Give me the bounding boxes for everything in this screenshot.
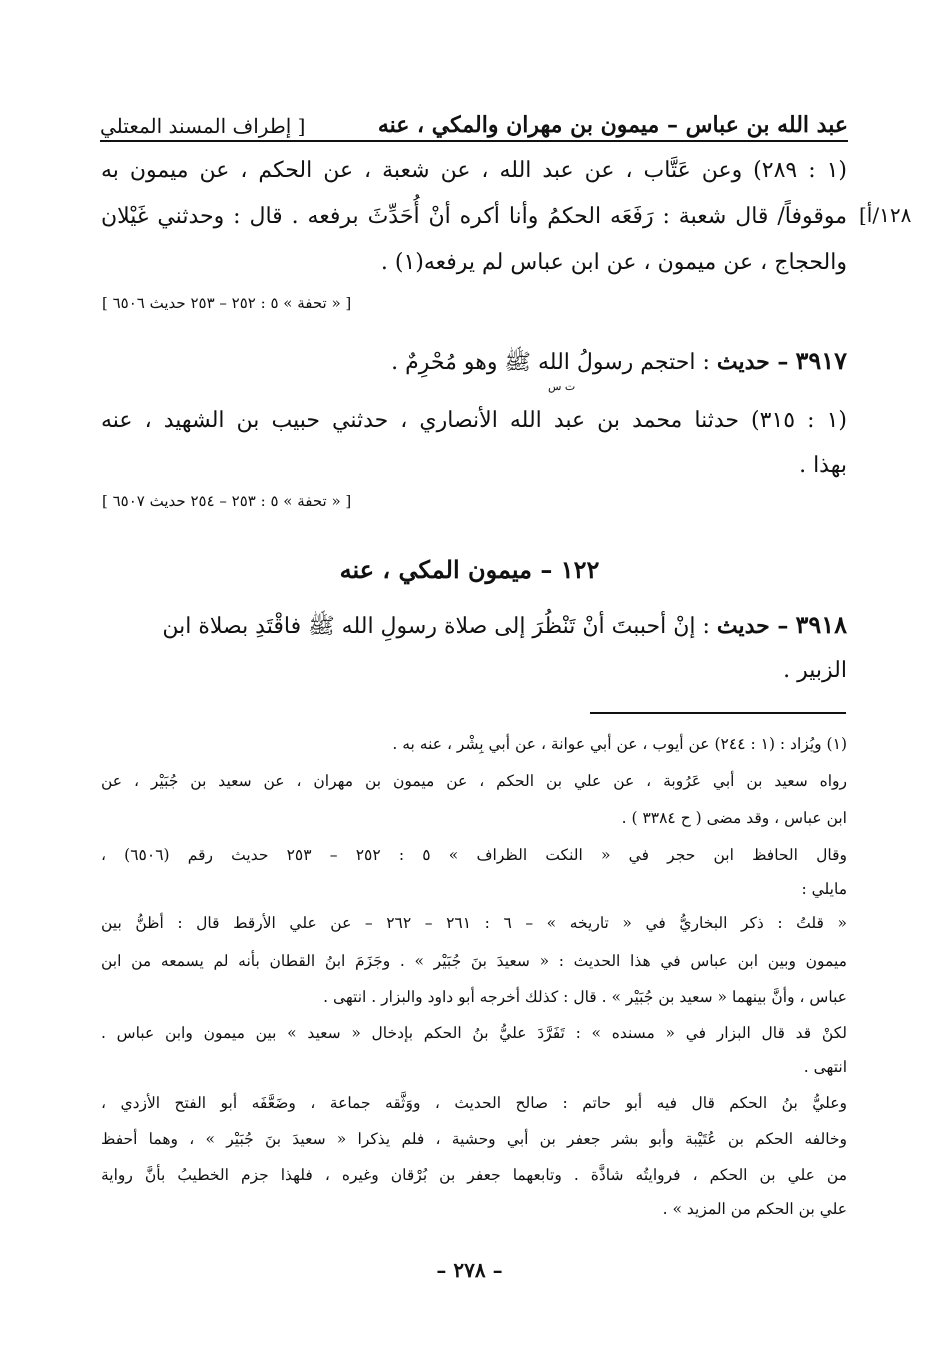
p2-line-1: (١ : ٣١٥) حدثنا محمد بن عبد الله الأنصاري ، حدثني حبيب بن الشهيد ، عنه [101, 408, 847, 433]
hadith-3918-line-2: الزبير . [783, 658, 847, 683]
tuhfa-reference-2: [ « تحفة » ٥ : ٢٥٣ – ٢٥٤ حديث ٦٥٠٧ ] [102, 492, 352, 510]
page-number: – ٢٧٨ – [436, 1258, 503, 1282]
footnote-line: وعليُّ بنُ الحكم قال فيه أبو حاتم : صالح الحديث ، ووَثَّقه جماعة ، وضَعَّفَه أبو الفتح الأزدي ، [101, 1094, 847, 1112]
footnote-line: عباس ، وأنَّ بينهما « سعيد بن جُبَيْر » . قال : كذلك أخرجه أبو داود والبزار . انتهى . [323, 988, 847, 1006]
hadith-text: : إنْ أحببتَ أنْ تَنْظُرَ إلى صلاة رسولِ الله ﷺ فاقْتَدِ بصلاة ابن [162, 614, 710, 639]
p1-line-3: والحجاج ، عن ميمون ، عن ابن عباس لم يرفعه(١) . [380, 250, 847, 275]
footnote-line: ابن عباس ، وقد مضى ( ح ٣٣٨٤ ) . [621, 809, 847, 827]
footnote-line: (١) ويُزاد : (١ : ٢٤٤) عن أيوب ، عن أبي عوانة ، عن أبي بِشْر ، عنه به . [392, 735, 847, 753]
header-book-title: [ إطراف المسند المعتلي [100, 114, 306, 138]
chapter-heading: ١٢٢ – ميمون المكي ، عنه [339, 555, 600, 584]
tuhfa-reference-1: [ « تحفة » ٥ : ٢٥٢ – ٢٥٣ حديث ٦٥٠٦ ] [102, 294, 352, 312]
running-header [100, 98, 848, 138]
footnote-line: « قلتُ : ذكر البخاريُّ في « تاريخه » – ٦ : ٢٦١ – ٢٦٢ – عن علي الأرقط قال : أظنُّ بين [101, 914, 847, 932]
header-title: عبد الله بن عباس – ميمون بن مهران والمكي ، عنه [377, 112, 848, 138]
footnote-line: وخالفه الحكم بن عُتَيْبة وأبو بشر جعفر بن أبي وحشية ، فلم يذكرا « سعيدَ بنَ جُبَيْر » ، وهما أحفظ [101, 1130, 847, 1148]
footnote-line: انتهى . [803, 1058, 847, 1076]
hadith-label: حديث [716, 349, 770, 375]
footnote-line: لكنْ قد قال البزار في « مسنده » : تَفَرَّدَ عليُّ بنُ الحكم بإدخال « سعيد » بين ميمون وابن عباس . [101, 1024, 847, 1042]
header-rule [100, 140, 848, 142]
p2-line-2: بهذا . [799, 453, 847, 478]
footnote-line: وقال الحافظ ابن حجر في « النكت الظراف » ٥ : ٢٥٢ – ٢٥٣ حديث رقم (٦٥٠٦) ، [101, 846, 848, 864]
hadith-number: ٣٩١٨ [795, 610, 847, 639]
p1-line-1: (١ : ٢٨٩) وعن عَتَّاب ، عن عبد الله ، عن شعبة ، عن الحكم ، عن ميمون به [101, 158, 847, 183]
footnote-line: من علي بن الحكم ، فروايتُه شاذَّة . وتابعهما جعفر بن بُرْقان وغيره ، فلهذا جزم الخطيبُ بأنَّ رواية [101, 1166, 847, 1184]
hadith-number: ٣٩١٧ [795, 346, 847, 375]
footnote-line: ميمون وبين ابن عباس في هذا الحديث : « سعيدَ بنَ جُبَيْر » . وجَزَمَ ابنُ القطان بأنه لم يسمعه من ابن [101, 952, 847, 970]
footnote-separator [590, 712, 846, 714]
hadith-text: : احتجم رسولُ الله ﷺ وهو مُحْرِمٌ . [391, 350, 710, 375]
footnote-line: مايلي : [801, 880, 847, 898]
sigla-mark: ت س [548, 380, 576, 393]
hadith-label: حديث [716, 613, 770, 639]
p1-line-2: موقوفاً/ قال شعبة : رَفَعَه الحكمُ وأنا أكره أنْ أُحَدِّثَ برفعه . قال : وحدثني غَيْلان [101, 204, 847, 229]
hadith-3918: ٣٩١٨ – حديث : إنْ أحببتَ أنْ تَنْظُرَ إلى صلاة رسولِ الله ﷺ فاقْتَدِ بصلاة ابن [162, 610, 847, 639]
footnote-line: علي بن الحكم من المزيد » . [662, 1200, 847, 1218]
footnote-line: رواه سعيد بن أبي عَرُوبة ، عن علي بن الحكم ، عن ميمون بن مهران ، عن سعيد بن جُبَيْر ، عن [101, 772, 847, 790]
margin-folio-note: ١٢٨/أ] [859, 203, 912, 227]
hadith-3917: ٣٩١٧ – حديث : احتجم رسولُ الله ﷺ وهو مُحْرِمٌ . [391, 346, 847, 375]
